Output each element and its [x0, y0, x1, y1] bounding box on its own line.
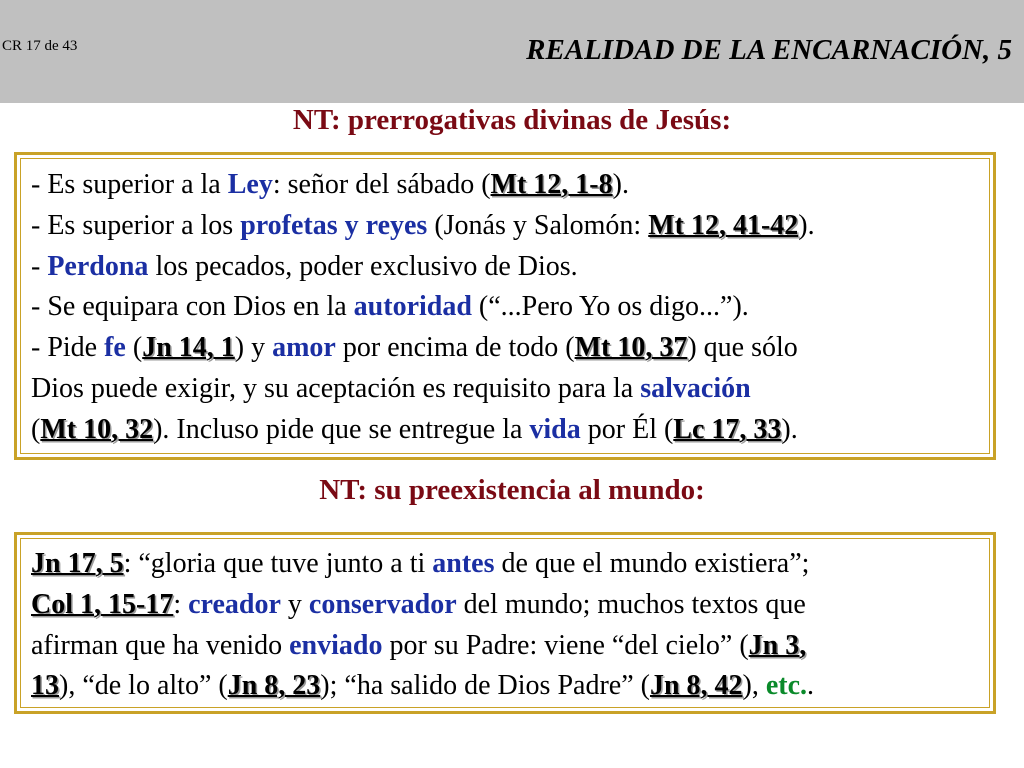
- text-segment: ).: [798, 209, 815, 241]
- text-line: [31, 247, 983, 288]
- text-line: [31, 585, 983, 626]
- text-segment: ), “de lo alto” (: [59, 670, 228, 702]
- slide-title: REALIDAD DE LA ENCARNACIÓN, 5: [526, 34, 1012, 66]
- text-line: [31, 369, 983, 410]
- keyword-highlight: enviado: [289, 629, 383, 661]
- keyword-highlight: fe: [104, 332, 126, 364]
- preexistence-box: [14, 532, 996, 714]
- keyword-highlight: creador: [188, 588, 281, 620]
- text-segment: los pecados, poder exclusivo de Dios.: [148, 250, 578, 282]
- text-segment: por Él (: [580, 413, 674, 445]
- text-segment: ) y: [234, 332, 273, 364]
- keyword-highlight: amor: [272, 332, 336, 364]
- text-line: [31, 165, 983, 206]
- keyword-highlight: vida: [529, 413, 581, 445]
- bible-reference: Mt 12, 1-8: [490, 169, 613, 200]
- bible-reference: Mt 10, 32: [40, 413, 154, 445]
- text-segment: - Es superior a la: [31, 169, 228, 200]
- keyword-highlight: conservador: [308, 588, 457, 620]
- text-segment: : señor del sábado (: [272, 169, 491, 200]
- keyword-highlight: profetas y reyes: [240, 209, 428, 241]
- bible-reference: Jn 14, 1: [142, 332, 235, 364]
- text-segment: -: [31, 250, 48, 282]
- text-segment: ) que sólo: [687, 332, 798, 364]
- header-bar: [0, 0, 1024, 103]
- preexistence-text: [31, 544, 983, 707]
- keyword-highlight: Ley: [227, 169, 273, 200]
- bible-reference: Mt 10, 37: [574, 332, 688, 364]
- section-heading-prerogatives: NT: prerrogativas divinas de Jesús:: [292, 104, 732, 136]
- bible-reference: Lc 17, 33: [673, 413, 782, 445]
- text-segment: - Se equipara con Dios en la: [31, 291, 354, 323]
- slide-number: CR 17 de 43: [2, 38, 78, 54]
- text-line: [31, 666, 983, 707]
- text-segment: Dios puede exigir, y su aceptación es requisito para la: [31, 372, 641, 404]
- bible-reference: Col 1, 15-17: [31, 588, 174, 620]
- text-segment: (: [125, 332, 143, 364]
- bible-reference: Jn 17, 5: [31, 548, 124, 579]
- bible-reference: Jn 8, 42: [649, 670, 743, 702]
- text-segment: del mundo; muchos textos que: [456, 588, 806, 620]
- bible-reference: Jn 8, 23: [227, 670, 321, 702]
- bible-reference: Mt 12, 41-42: [648, 209, 799, 241]
- text-segment: : “gloria que tuve junto a ti: [123, 548, 433, 579]
- text-segment: - Es superior a los: [31, 209, 241, 241]
- text-line: [31, 410, 983, 451]
- text-segment: afirman que ha venido: [31, 629, 290, 661]
- text-segment: ).: [612, 169, 629, 200]
- keyword-highlight: salvación: [640, 372, 751, 404]
- text-line: [31, 328, 983, 369]
- prerogatives-box: [14, 152, 996, 460]
- text-segment: .: [807, 670, 815, 702]
- text-line: [31, 206, 983, 247]
- text-line: [31, 626, 983, 667]
- text-segment: ); “ha salido de Dios Padre” (: [320, 670, 650, 702]
- text-line: [31, 287, 983, 328]
- text-segment: ),: [742, 670, 766, 702]
- bible-reference: Jn 3,: [748, 629, 807, 661]
- text-segment: ). Incluso pide que se entregue la: [153, 413, 530, 445]
- keyword-highlight: autoridad: [353, 291, 472, 323]
- text-segment: de que el mundo existiera”;: [494, 548, 810, 579]
- text-segment: (: [31, 413, 41, 445]
- keyword-etc: etc.: [765, 670, 808, 702]
- text-segment: por encima de todo (: [335, 332, 575, 364]
- text-segment: ).: [781, 413, 798, 445]
- text-segment: (“...Pero Yo os digo...”).: [471, 291, 749, 323]
- keyword-highlight: Perdona: [47, 250, 149, 282]
- section-heading-preexistence: NT: su preexistencia al mundo:: [319, 474, 705, 506]
- bible-reference: 13: [31, 670, 59, 702]
- text-segment: (Jonás y Salomón:: [427, 209, 649, 241]
- text-segment: :: [173, 588, 189, 620]
- text-line: [31, 544, 983, 585]
- text-segment: por su Padre: viene “del cielo” (: [382, 629, 749, 661]
- text-segment: - Pide: [31, 332, 105, 364]
- prerogatives-text: [31, 165, 983, 451]
- keyword-highlight: antes: [432, 548, 495, 579]
- text-segment: y: [280, 588, 309, 620]
